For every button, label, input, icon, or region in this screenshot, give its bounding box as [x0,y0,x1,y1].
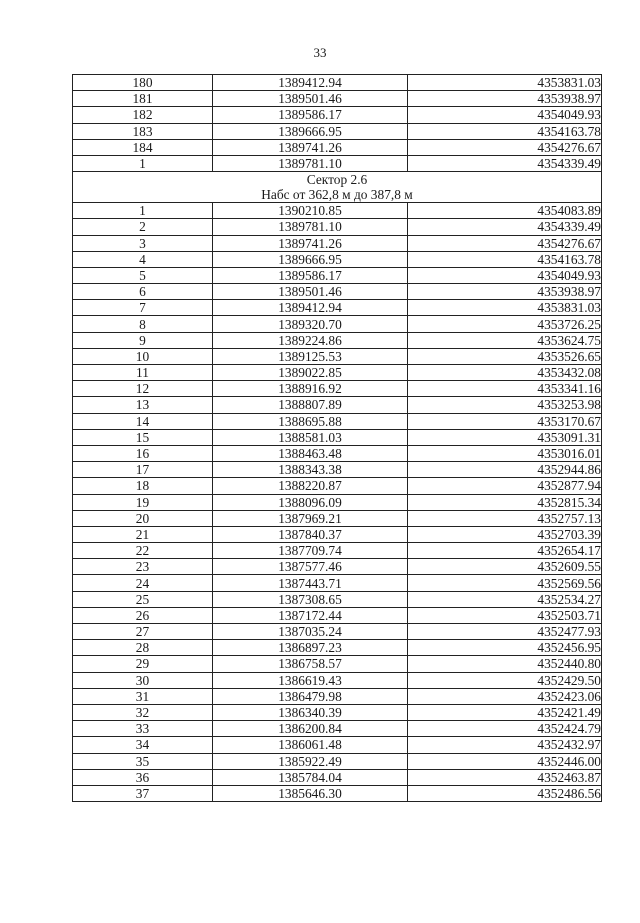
point-number-cell: 31 [73,688,213,704]
table-row [73,688,602,704]
point-number-cell: 21 [73,526,213,542]
x-coordinate-cell: 1388916.92 [213,381,408,397]
point-number-cell: 17 [73,462,213,478]
y-coordinate-cell: 4353624.75 [408,332,602,348]
y-coordinate-cell: 4352757.13 [408,510,602,526]
table-row [73,397,602,413]
y-coordinate-cell: 4352569.56 [408,575,602,591]
point-number-cell: 34 [73,737,213,753]
y-coordinate-cell: 4354083.89 [408,203,602,219]
x-coordinate-cell: 1388581.03 [213,429,408,445]
table-row [73,284,602,300]
table-row [73,203,602,219]
y-coordinate-cell: 4352654.17 [408,543,602,559]
y-coordinate-cell: 4352815.34 [408,494,602,510]
y-coordinate-cell: 4354049.93 [408,107,602,123]
table-row [73,478,602,494]
x-coordinate-cell: 1388695.88 [213,413,408,429]
table-row [73,591,602,607]
table-row [73,429,602,445]
section-subtitle: Набс от 362,8 м до 387,8 м [261,187,413,203]
table-row [73,316,602,332]
x-coordinate-cell: 1386479.98 [213,688,408,704]
point-number-cell: 181 [73,91,213,107]
point-number-cell: 13 [73,397,213,413]
y-coordinate-cell: 4352486.56 [408,785,602,801]
table-row [73,494,602,510]
point-number-cell: 32 [73,704,213,720]
y-coordinate-cell: 4354049.93 [408,267,602,283]
x-coordinate-cell: 1387709.74 [213,543,408,559]
x-coordinate-cell: 1387308.65 [213,591,408,607]
x-coordinate-cell: 1388343.38 [213,462,408,478]
table-row [73,624,602,640]
x-coordinate-cell: 1389781.10 [213,219,408,235]
point-number-cell: 15 [73,429,213,445]
x-coordinate-cell: 1386200.84 [213,721,408,737]
table-row [73,139,602,155]
point-number-cell: 23 [73,559,213,575]
point-number-cell: 27 [73,624,213,640]
y-coordinate-cell: 4354339.49 [408,155,602,171]
table-row [73,445,602,461]
y-coordinate-cell: 4352424.79 [408,721,602,737]
table-row [73,785,602,801]
y-coordinate-cell: 4352440.80 [408,656,602,672]
y-coordinate-cell: 4352703.39 [408,526,602,542]
y-coordinate-cell: 4352429.50 [408,672,602,688]
table-row [73,235,602,251]
y-coordinate-cell: 4353938.97 [408,91,602,107]
table-row [73,526,602,542]
y-coordinate-cell: 4353016.01 [408,445,602,461]
y-coordinate-cell: 4352477.93 [408,624,602,640]
point-number-cell: 35 [73,753,213,769]
x-coordinate-cell: 1389586.17 [213,267,408,283]
coordinates-table [72,74,602,802]
y-coordinate-cell: 4354163.78 [408,251,602,267]
y-coordinate-cell: 4353432.08 [408,365,602,381]
y-coordinate-cell: 4352432.97 [408,737,602,753]
table-row [73,672,602,688]
table-row [73,737,602,753]
x-coordinate-cell: 1389781.10 [213,155,408,171]
x-coordinate-cell: 1389741.26 [213,235,408,251]
point-number-cell: 22 [73,543,213,559]
x-coordinate-cell: 1389501.46 [213,284,408,300]
x-coordinate-cell: 1386619.43 [213,672,408,688]
point-number-cell: 5 [73,267,213,283]
table-row [73,769,602,785]
x-coordinate-cell: 1388807.89 [213,397,408,413]
table-row [73,753,602,769]
x-coordinate-cell: 1388463.48 [213,445,408,461]
table-row [73,267,602,283]
table-row [73,413,602,429]
y-coordinate-cell: 4352463.87 [408,769,602,785]
point-number-cell: 4 [73,251,213,267]
y-coordinate-cell: 4352421.49 [408,704,602,720]
y-coordinate-cell: 4353091.31 [408,429,602,445]
table-row [73,332,602,348]
y-coordinate-cell: 4352456.95 [408,640,602,656]
x-coordinate-cell: 1387443.71 [213,575,408,591]
y-coordinate-cell: 4354276.67 [408,139,602,155]
point-number-cell: 29 [73,656,213,672]
point-number-cell: 28 [73,640,213,656]
table-row [73,640,602,656]
x-coordinate-cell: 1385646.30 [213,785,408,801]
point-number-cell: 8 [73,316,213,332]
y-coordinate-cell: 4354276.67 [408,235,602,251]
point-number-cell: 19 [73,494,213,510]
x-coordinate-cell: 1387969.21 [213,510,408,526]
y-coordinate-cell: 4352534.27 [408,591,602,607]
table-body-top [73,75,602,172]
table-row [73,348,602,364]
y-coordinate-cell: 4353341.16 [408,381,602,397]
x-coordinate-cell: 1388096.09 [213,494,408,510]
x-coordinate-cell: 1386897.23 [213,640,408,656]
x-coordinate-cell: 1389320.70 [213,316,408,332]
y-coordinate-cell: 4353170.67 [408,413,602,429]
x-coordinate-cell: 1387035.24 [213,624,408,640]
y-coordinate-cell: 4353526.65 [408,348,602,364]
point-number-cell: 37 [73,785,213,801]
y-coordinate-cell: 4353253.98 [408,397,602,413]
point-number-cell: 1 [73,203,213,219]
table-row [73,123,602,139]
x-coordinate-cell: 1385922.49 [213,753,408,769]
y-coordinate-cell: 4353938.97 [408,284,602,300]
y-coordinate-cell: 4354339.49 [408,219,602,235]
table-row [73,721,602,737]
point-number-cell: 10 [73,348,213,364]
point-number-cell: 7 [73,300,213,316]
point-number-cell: 6 [73,284,213,300]
table-row [73,704,602,720]
x-coordinate-cell: 1389586.17 [213,107,408,123]
point-number-cell: 11 [73,365,213,381]
x-coordinate-cell: 1390210.85 [213,203,408,219]
table-row [73,559,602,575]
table-row [73,462,602,478]
table-row [73,251,602,267]
point-number-cell: 26 [73,607,213,623]
x-coordinate-cell: 1389022.85 [213,365,408,381]
point-number-cell: 12 [73,381,213,397]
x-coordinate-cell: 1389125.53 [213,348,408,364]
section-header-cell [73,172,602,203]
y-coordinate-cell: 4353726.25 [408,316,602,332]
section-title: Сектор 2.6 [306,172,368,188]
x-coordinate-cell: 1389501.46 [213,91,408,107]
table-row [73,219,602,235]
y-coordinate-cell: 4352944.86 [408,462,602,478]
point-number-cell: 182 [73,107,213,123]
x-coordinate-cell: 1386758.57 [213,656,408,672]
y-coordinate-cell: 4352609.55 [408,559,602,575]
table-row [73,365,602,381]
point-number-cell: 3 [73,235,213,251]
x-coordinate-cell: 1387172.44 [213,607,408,623]
point-number-cell: 2 [73,219,213,235]
table-row [73,75,602,91]
table-row [73,607,602,623]
point-number-cell: 33 [73,721,213,737]
point-number-cell: 183 [73,123,213,139]
x-coordinate-cell: 1389741.26 [213,139,408,155]
point-number-cell: 18 [73,478,213,494]
x-coordinate-cell: 1389666.95 [213,123,408,139]
table-row [73,381,602,397]
page-number: 33 [313,45,327,60]
section-header-row [73,172,602,203]
x-coordinate-cell: 1389412.94 [213,75,408,91]
x-coordinate-cell: 1389412.94 [213,300,408,316]
point-number-cell: 25 [73,591,213,607]
point-number-cell: 24 [73,575,213,591]
table-row [73,510,602,526]
x-coordinate-cell: 1389666.95 [213,251,408,267]
y-coordinate-cell: 4354163.78 [408,123,602,139]
point-number-cell: 1 [73,155,213,171]
y-coordinate-cell: 4352877.94 [408,478,602,494]
point-number-cell: 14 [73,413,213,429]
table-row [73,575,602,591]
point-number-cell: 184 [73,139,213,155]
y-coordinate-cell: 4353831.03 [408,75,602,91]
point-number-cell: 30 [73,672,213,688]
point-number-cell: 16 [73,445,213,461]
y-coordinate-cell: 4353831.03 [408,300,602,316]
y-coordinate-cell: 4352503.71 [408,607,602,623]
table-row [73,543,602,559]
x-coordinate-cell: 1389224.86 [213,332,408,348]
y-coordinate-cell: 4352446.00 [408,753,602,769]
table-row [73,300,602,316]
table-row [73,656,602,672]
table-body-bottom [73,203,602,802]
x-coordinate-cell: 1386340.39 [213,704,408,720]
table-row [73,107,602,123]
x-coordinate-cell: 1387840.37 [213,526,408,542]
x-coordinate-cell: 1386061.48 [213,737,408,753]
x-coordinate-cell: 1388220.87 [213,478,408,494]
point-number-cell: 20 [73,510,213,526]
point-number-cell: 36 [73,769,213,785]
x-coordinate-cell: 1387577.46 [213,559,408,575]
point-number-cell: 180 [73,75,213,91]
y-coordinate-cell: 4352423.06 [408,688,602,704]
x-coordinate-cell: 1385784.04 [213,769,408,785]
section-header [73,172,602,203]
point-number-cell: 9 [73,332,213,348]
table-row [73,155,602,171]
table-row [73,91,602,107]
